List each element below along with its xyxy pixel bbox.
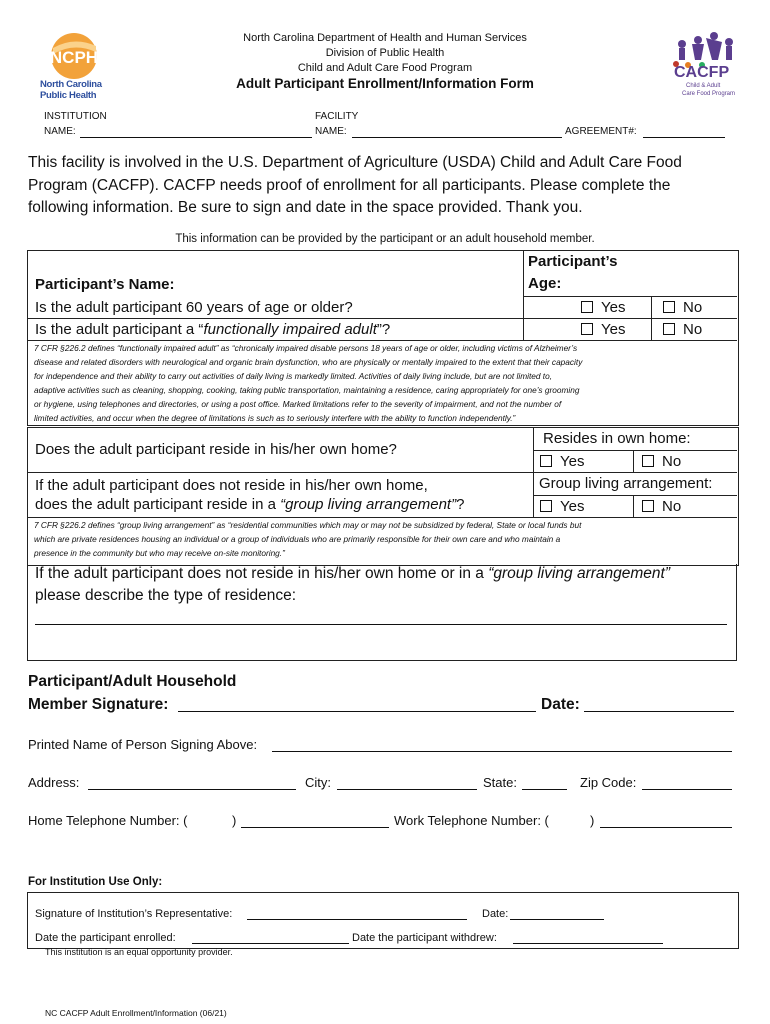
participant-name-label: Participant’s Name: <box>35 276 175 293</box>
definition-line: 7 CFR §226.2 defines “group living arrangement” as “residential communities which may or may not be subsidized by federal, State or local funds but <box>34 520 582 530</box>
group-living-definition <box>34 518 734 560</box>
division-name: Division of Public Health <box>325 47 445 59</box>
work-phone-area-field[interactable] <box>565 813 589 827</box>
address-label: Address: <box>28 775 80 790</box>
question-text: ? <box>456 496 465 513</box>
checkbox-icon[interactable] <box>663 323 675 335</box>
divider <box>27 660 737 661</box>
cacfp-logo-text: CACFP <box>674 64 730 81</box>
impaired-no-option[interactable] <box>663 321 702 338</box>
signature-heading-2: Member Signature: <box>28 696 169 713</box>
city-field[interactable] <box>337 775 477 790</box>
state-label: State: <box>483 775 517 790</box>
home-phone-label: Home Telephone Number: ( <box>28 813 188 828</box>
checkbox-icon[interactable] <box>540 500 552 512</box>
work-phone-paren: ) <box>590 813 595 828</box>
city-label: City: <box>305 775 331 790</box>
institution-name-field[interactable] <box>80 123 312 138</box>
definition-line: adaptive activities such as cleaning, shopping, cooking, taking public transportation, maintaining a residence, caring appropriately for one’s grooming <box>34 385 580 395</box>
no-label: No <box>683 321 703 338</box>
rep-signature-field[interactable] <box>247 906 467 920</box>
withdrew-date-label: Date the participant withdrew: <box>352 932 497 944</box>
question-text: Is the adult participant a “ <box>35 321 204 338</box>
ncph-logo-sub2: Public Health <box>40 90 97 101</box>
participant-name-field[interactable] <box>190 270 515 290</box>
ncph-logo-sub1: North Carolina <box>40 79 102 90</box>
group-living-no-option[interactable] <box>642 498 681 515</box>
signature-date-label: Date: <box>541 696 580 713</box>
checkbox-icon[interactable] <box>663 301 675 313</box>
yes-label: Yes <box>560 453 585 470</box>
question-text: does the adult participant reside in a <box>35 496 281 513</box>
intro-note: This information can be provided by the participant or an adult household member. <box>175 233 595 245</box>
definition-line: presence in the community but who may receive on-site monitoring.” <box>34 548 285 558</box>
home-phone-paren: ) <box>232 813 237 828</box>
intro-line-2: Program (CACFP). CACFP needs proof of enrollment for all participants. Please complete the <box>28 177 671 194</box>
svg-text:NCPH: NCPH <box>49 48 99 67</box>
program-name: Child and Adult Care Food Program <box>297 62 473 74</box>
checkbox-icon[interactable] <box>581 323 593 335</box>
divider <box>533 450 737 451</box>
definition-line: disease and related disorders with neurological and organic brain dysfunction, who are physically or mentally impaired to the extent that their capacity <box>34 357 583 367</box>
participant-age-label-1: Participant’s <box>528 253 618 270</box>
describe-emphasis: “group living arrangement” <box>488 565 671 582</box>
definition-line: limited activities, and occur when the degree of limitations is such as to seriously interfere with the ability to function independently.” <box>34 413 516 423</box>
printed-name-label: Printed Name of Person Signing Above: <box>28 737 258 752</box>
facility-label-2: NAME: <box>315 126 347 137</box>
describe-text: If the adult participant does not reside in his/her own home or in a <box>35 565 489 582</box>
intro-line-3: following information. Be sure to sign and date in the space provided. Thank you. <box>28 199 583 216</box>
question-group-living-2 <box>35 496 464 513</box>
divider <box>633 450 634 472</box>
enrolled-date-field[interactable] <box>192 930 349 944</box>
rep-date-field[interactable] <box>510 906 604 920</box>
equal-opportunity-statement: This institution is an equal opportunity provider. <box>45 947 233 957</box>
divider <box>633 495 634 517</box>
group-living-label: Group living arrangement: <box>539 475 713 492</box>
question-emphasis: functionally impaired adult <box>203 321 377 338</box>
rep-date-label: Date: <box>482 908 509 920</box>
divider <box>533 495 737 496</box>
rep-signature-label: Signature of Institution’s Representative: <box>35 908 233 920</box>
no-label: No <box>683 299 703 316</box>
definition-line: which are private residences housing an individual or a group of individuals who are primarily responsible for their own care and who maintain a <box>34 534 561 544</box>
divider <box>523 250 524 340</box>
zip-field[interactable] <box>642 775 732 790</box>
facility-label-1: FACILITY <box>315 111 359 122</box>
form-identifier: NC CACFP Adult Enrollment/Information (06/21) <box>45 1008 227 1018</box>
no-label: No <box>662 453 682 470</box>
question-age-60: Is the adult participant 60 years of age or older? <box>35 299 353 316</box>
yes-label: Yes <box>601 299 626 316</box>
yes-label: Yes <box>560 498 585 515</box>
work-phone-field[interactable] <box>600 813 732 828</box>
definition-line: 7 CFR §226.2 defines “functionally impaired adult” as “chronically impaired disable persons 18 years of age or older, including victims of Alzheimer’s <box>34 343 578 353</box>
describe-residence-line-2: please describe the type of residence: <box>35 587 297 604</box>
state-field[interactable] <box>522 775 567 790</box>
participant-age-field[interactable] <box>565 272 733 292</box>
definition-line: or hygiene, using telephones and directories, or using a post office. Marked limitations refer to the severity of impairment, and not the number of <box>34 399 562 409</box>
question-group-living-1: If the adult participant does not reside in his/her own home, <box>35 477 428 494</box>
institution-label-2: NAME: <box>44 126 76 137</box>
divider <box>523 296 737 297</box>
zip-label: Zip Code: <box>580 775 637 790</box>
question-own-home: Does the adult participant reside in his/her own home? <box>35 441 397 458</box>
facility-name-field[interactable] <box>352 123 562 138</box>
age-60-yes-option[interactable] <box>581 299 625 316</box>
question-text: ”? <box>376 321 391 338</box>
checkbox-icon[interactable] <box>581 301 593 313</box>
institution-use-heading: For Institution Use Only: <box>28 876 163 888</box>
signature-date-field[interactable] <box>584 697 734 712</box>
no-label: No <box>662 498 682 515</box>
yes-label: Yes <box>601 321 626 338</box>
residence-description-field[interactable] <box>35 610 727 625</box>
agency-name: North Carolina Department of Health and Human Services <box>243 32 527 44</box>
question-impaired <box>35 321 390 338</box>
checkbox-icon[interactable] <box>540 455 552 467</box>
own-home-label: Resides in own home: <box>543 430 691 447</box>
cacfp-logo-sub2: Care Food Program <box>682 91 736 97</box>
checkbox-icon[interactable] <box>642 500 654 512</box>
divider <box>736 564 737 660</box>
agreement-label: AGREEMENT#: <box>565 126 637 137</box>
own-home-yes-option[interactable] <box>540 453 584 470</box>
enrolled-date-label: Date the participant enrolled: <box>35 932 176 944</box>
agreement-number-field[interactable] <box>643 123 725 138</box>
address-field[interactable] <box>88 775 296 790</box>
home-phone-field[interactable] <box>241 813 389 828</box>
institution-label-1: INSTITUTION <box>44 111 107 122</box>
describe-residence-line-1 <box>35 565 670 583</box>
signature-field[interactable] <box>178 697 536 712</box>
age-60-no-option[interactable] <box>663 299 702 316</box>
group-living-yes-option[interactable] <box>540 498 584 515</box>
question-emphasis: “group living arrangement” <box>280 496 457 513</box>
divider <box>27 472 737 473</box>
participant-age-label-2: Age: <box>528 275 562 292</box>
printed-name-field[interactable] <box>272 737 732 752</box>
withdrew-date-field[interactable] <box>513 930 663 944</box>
divider <box>27 564 28 660</box>
impaired-definition <box>34 341 734 425</box>
form-title: Adult Participant Enrollment/Information Form <box>236 76 534 91</box>
home-phone-area-field[interactable] <box>203 813 229 827</box>
own-home-no-option[interactable] <box>642 453 681 470</box>
divider <box>27 318 737 319</box>
definition-line: for independence and their ability to carry out activities of daily living is markedly limited. Activities of daily living include, but are not limited to, <box>34 371 553 381</box>
checkbox-icon[interactable] <box>642 455 654 467</box>
cacfp-logo-sub1: Child & Adult <box>686 83 721 89</box>
impaired-yes-option[interactable] <box>581 321 625 338</box>
intro-line-1: This facility is involved in the U.S. Department of Agriculture (USDA) Child and Adult Care Food <box>28 154 682 171</box>
signature-heading-1: Participant/Adult Household <box>28 673 237 690</box>
work-phone-label: Work Telephone Number: ( <box>394 813 549 828</box>
